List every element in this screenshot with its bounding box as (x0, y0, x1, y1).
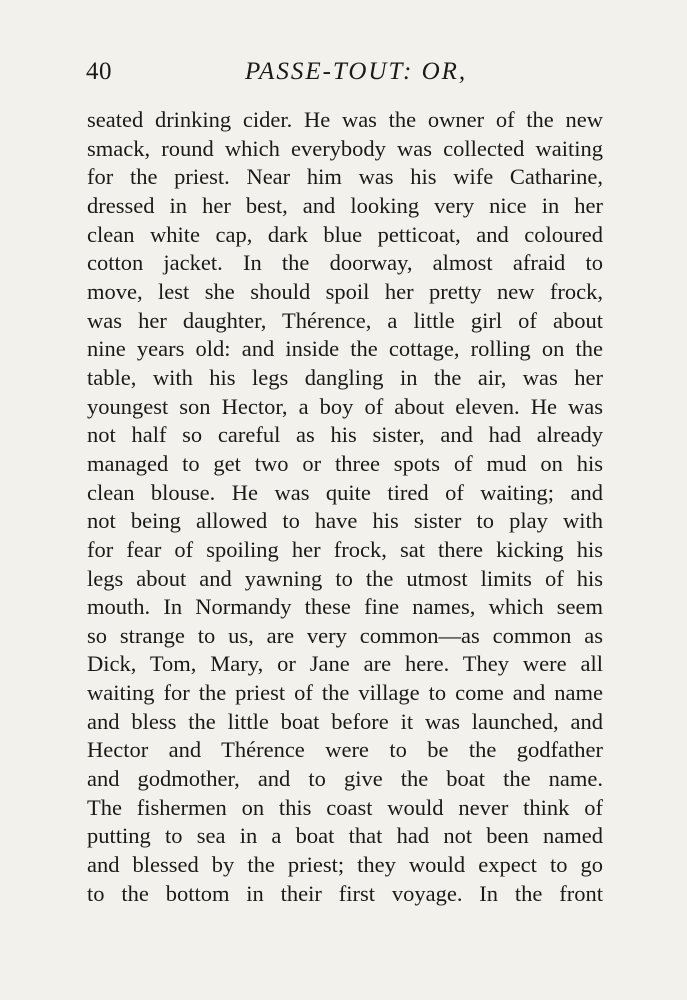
text-line: dressed in her best, and looking very nice in her (87, 192, 603, 218)
text-line: Hector and Thérence were to be the godfather (87, 737, 603, 763)
text-line: for fear of spoiling her frock, sat there kicking his (87, 536, 603, 562)
text-line: Dick, Tom, Mary, or Jane are here. They were all (87, 651, 603, 677)
text-line: and blessed by the priest; they would expect to go (87, 852, 603, 878)
text-line: for the priest. Near him was his wife Catharine, (87, 164, 603, 190)
text-line: nine years old: and inside the cottage, rolling on the (87, 336, 603, 362)
text-line: to the bottom in their first voyage. In the front (87, 880, 603, 906)
text-line: smack, round which everybody was collected waiting (87, 135, 603, 161)
text-line: cotton jacket. In the doorway, almost afraid to (87, 250, 603, 276)
text-line: putting to sea in a boat that had not been named (87, 823, 603, 849)
text-line: clean white cap, dark blue petticoat, and coloured (87, 221, 603, 247)
text-line: and bless the little boat before it was launched, and (87, 708, 603, 734)
text-line: not being allowed to have his sister to play with (87, 508, 603, 534)
text-line: managed to get two or three spots of mud on his (87, 450, 603, 476)
running-head (0, 58, 687, 92)
text-line: not half so careful as his sister, and had already (87, 422, 603, 448)
text-line: move, lest she should spoil her pretty new frock, (87, 278, 603, 304)
text-line: legs about and yawning to the utmost limits of his (87, 565, 603, 591)
text-line: was her daughter, Thérence, a little girl of about (87, 307, 603, 333)
text-line: waiting for the priest of the village to come and name (87, 680, 603, 706)
running-title: PASSE-TOUT: OR, (245, 58, 468, 85)
body-text (87, 106, 603, 908)
text-line: mouth. In Normandy these fine names, which seem (87, 594, 603, 620)
text-line: clean blouse. He was quite tired of waiting; and (87, 479, 603, 505)
text-line: youngest son Hector, a boy of about eleven. He was (87, 393, 603, 419)
page-number: 40 (86, 58, 112, 85)
text-line: and godmother, and to give the boat the name. (87, 766, 603, 792)
text-line: seated drinking cider. He was the owner of the new (87, 107, 603, 132)
text-line: table, with his legs dangling in the air, was her (87, 364, 603, 390)
text-line: so strange to us, are very common—as common as (87, 622, 603, 648)
text-line: The fishermen on this coast would never think of (87, 794, 603, 820)
